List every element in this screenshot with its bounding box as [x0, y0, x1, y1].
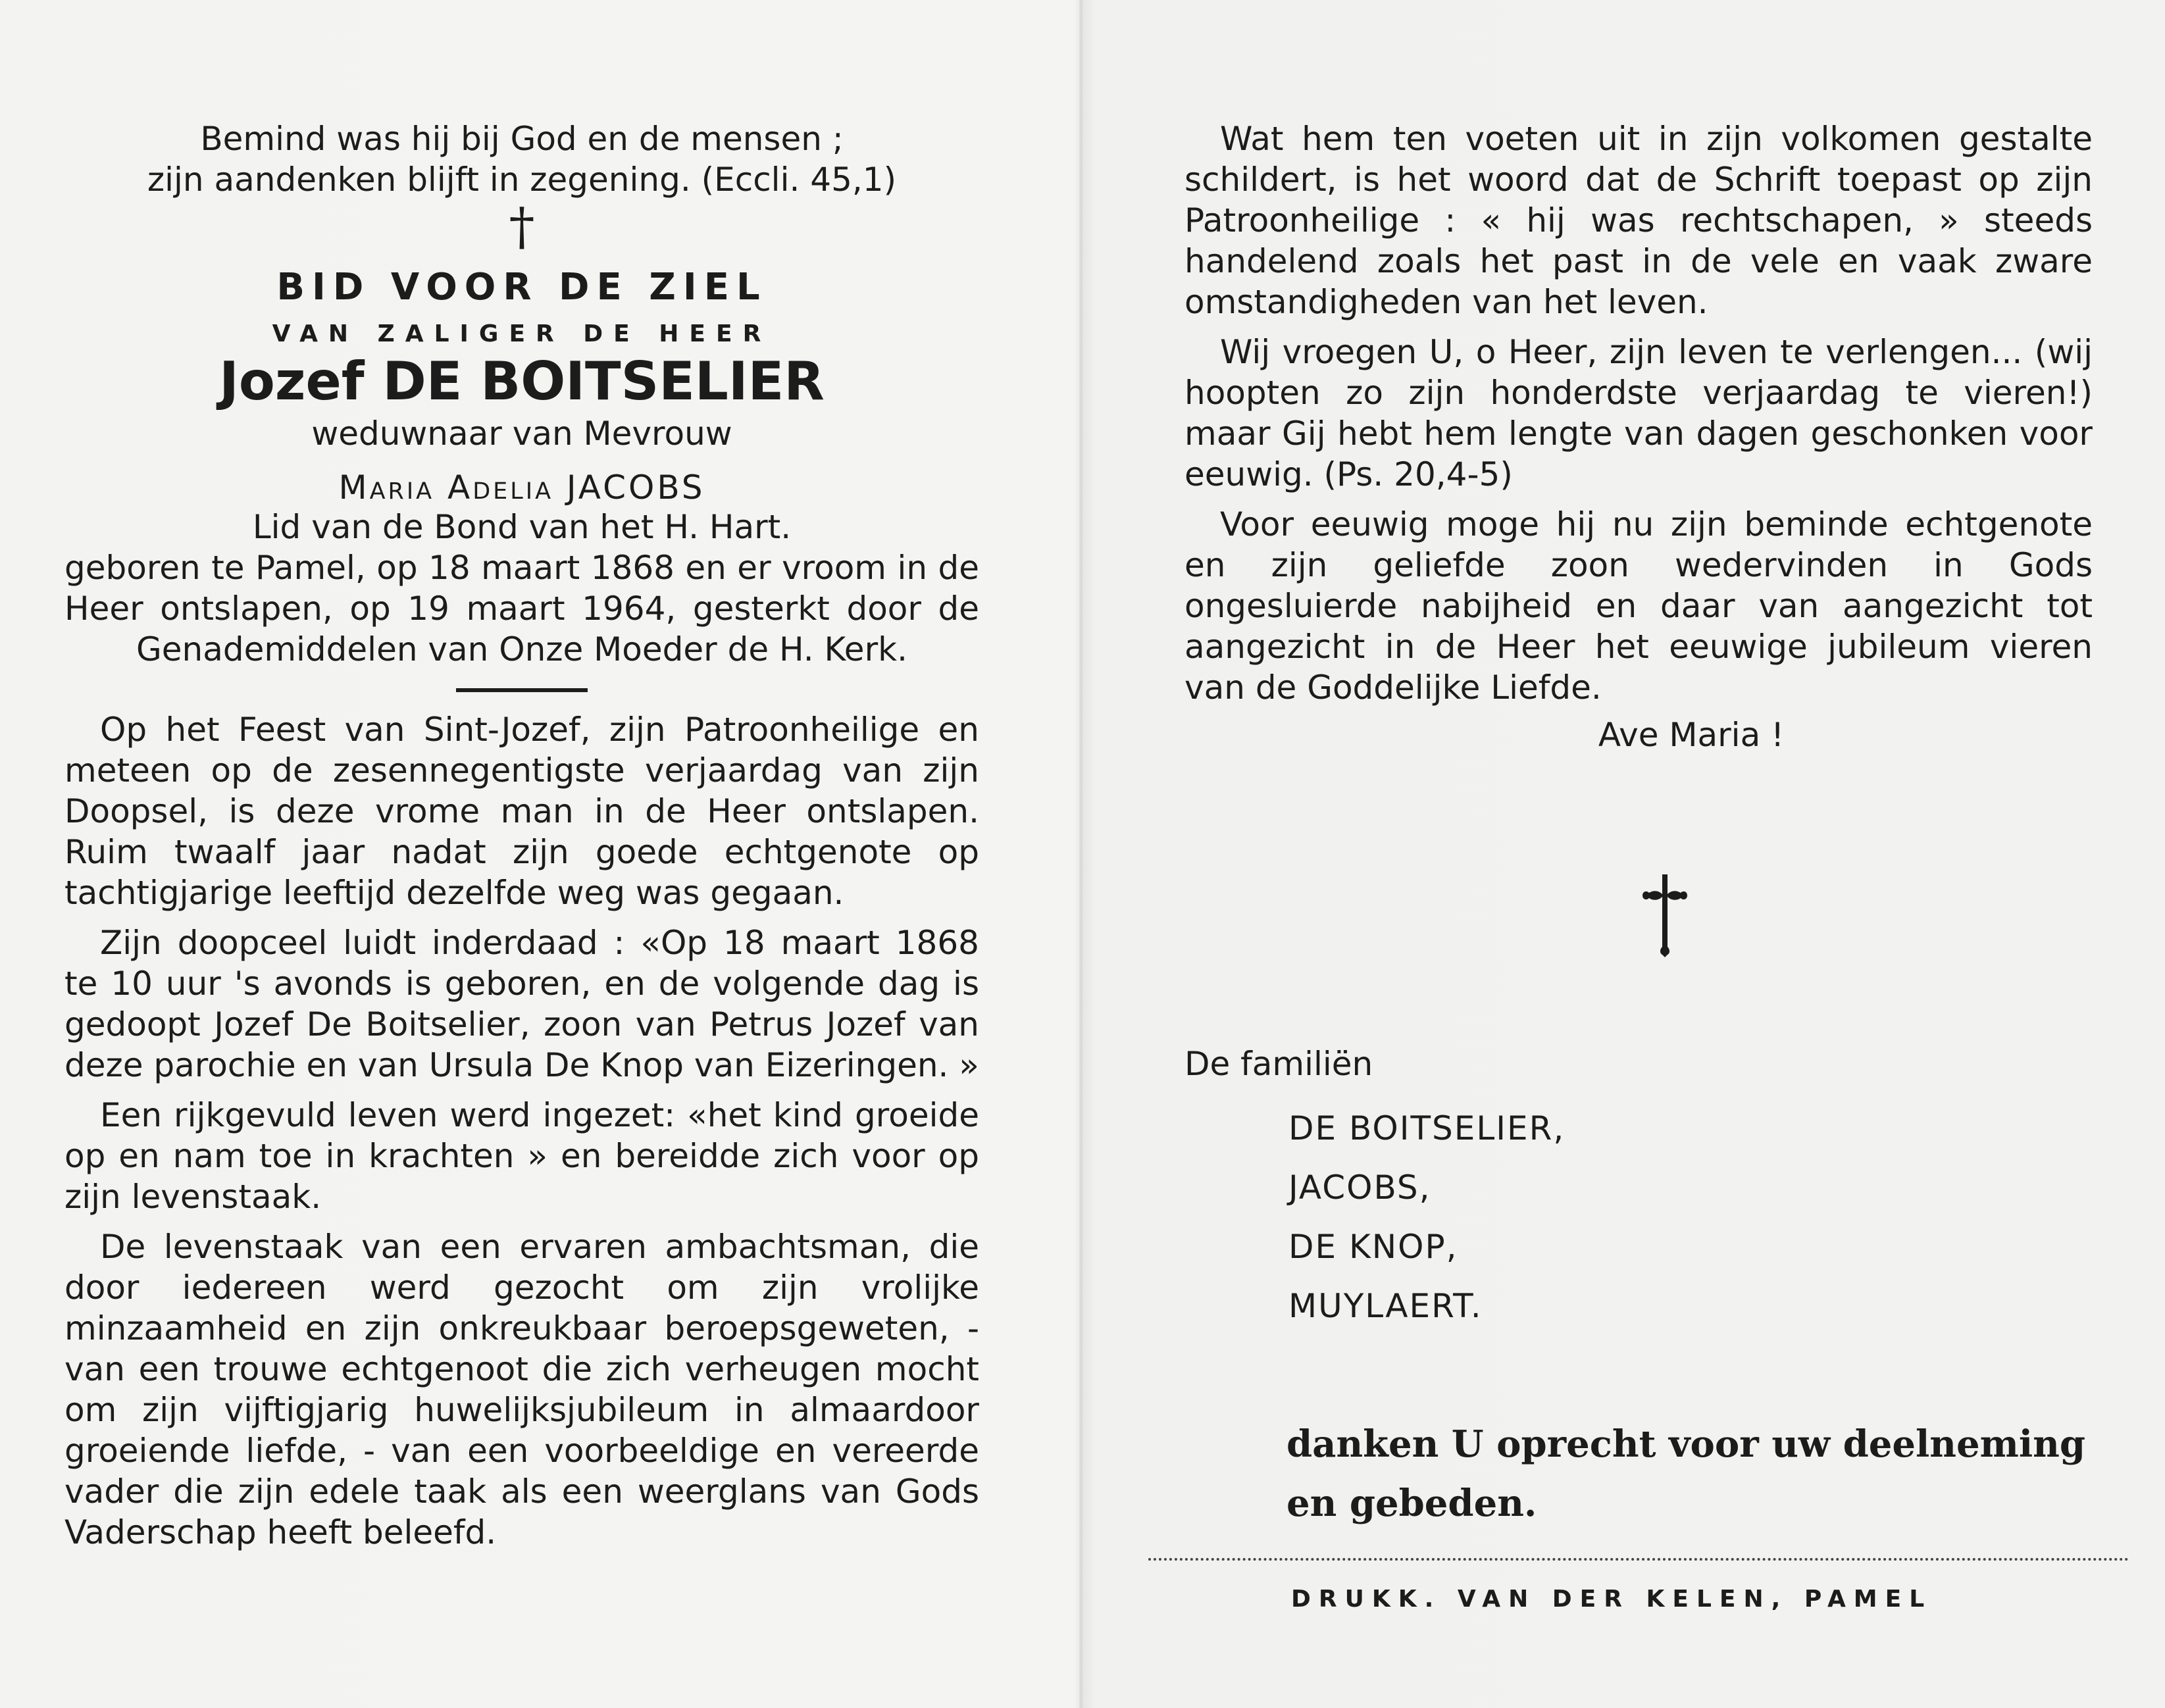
- paragraph-2: Zijn doopceel luidt inderdaad : «Op 18 maart 1868 te 10 uur 's avonds is geboren, en de volgende dag is gedoopt Jozef De Boitselier, zoon van Petrus Jozef van deze parochie en van Ursula De Knop van Eizeringen. »: [64, 924, 979, 1084]
- printer-credit: DRUKK. VAN DER KELEN, PAMEL: [1291, 1586, 1933, 1613]
- right-paragraph-3: Voor eeuwig moge hij nu zijn beminde echtgenote en zijn geliefde zoon wedervinden in Gods ongesluierde nabijheid en daar van aangezicht tot aangezicht in de Heer het eeuwige jubileum vieren van de Goddelijke Liefde.: [1184, 505, 2093, 707]
- bible-quote-line-1: Bemind was hij bij God en de mensen ;: [200, 120, 844, 158]
- widower-line: weduwnaar van Mevrouw: [311, 414, 732, 453]
- paragraph-4: De levenstaak van een ervaren ambachtsman, die door iedereen werd gezocht om zijn vrolijke minzaamheid en zijn onkreukbaar beroepsgeweten, - van een trouwe echtgenoot die zich verheugen mocht om zijn vijftigjarig huwelijksjubileum in almaardoor groeiende liefde, - van een voorbeeldige en vereerde vader die zijn edele taak als een weerglans van Gods Vaderschap heeft beleefd.: [64, 1228, 979, 1551]
- ave-maria: Ave Maria !: [1598, 716, 1785, 754]
- zaliger-heading: VAN ZALIGER DE HEER: [272, 320, 772, 347]
- divider-rule: [456, 688, 588, 692]
- family-name: DE BOITSELIER,: [1288, 1109, 1566, 1147]
- left-page: [64, 118, 979, 1553]
- cross-icon: [1639, 872, 1691, 957]
- right-paragraph-1: Wat hem ten voeten uit in zijn volkomen gestalte schildert, is het woord dat de Schrift toepast op zijn Patroonheilige : « hij was rechtschapen, » steeds handelend zoals het past in de vele en vaak zware omstandigheden van het leven.: [1184, 120, 2093, 321]
- family-name: DE KNOP,: [1288, 1228, 1458, 1266]
- family-name: JACOBS,: [1288, 1168, 1431, 1207]
- member-line: Lid van de Bond van het H. Hart.: [252, 508, 792, 546]
- bid-voor-de-ziel-heading: BID VOOR DE ZIEL: [276, 266, 767, 309]
- families-list: [1288, 1099, 1565, 1336]
- right-page: [1184, 118, 2093, 755]
- thanks-text: danken U oprecht voor uw deelneming en gebeden.: [1286, 1422, 2086, 1525]
- card-fold: [1079, 0, 1083, 1708]
- families-title: De familiën: [1184, 1045, 1373, 1083]
- family-name: MUYLAERT.: [1288, 1287, 1483, 1325]
- paragraph-1: Op het Feest van Sint-Jozef, zijn Patroonheilige en meteen op de zesennegentigste verjaardag van zijn Doopsel, is deze vrome man in de Heer ontslapen. Ruim twaalf jaar nadat zijn goede echtgenote op tachtigjarige leeftijd dezelfde weg was gegaan.: [64, 711, 979, 912]
- spouse-name: Maria Adelia JACOBS: [338, 468, 705, 507]
- right-paragraph-2: Wij vroegen U, o Heer, zijn leven te verlengen... (wij hoopten zo zijn honderdste verjaardag te vieren!) maar Gij hebt hem lengte van dagen geschonken voor eeuwig. (Ps. 20,4-5): [1184, 333, 2093, 493]
- paragraph-3: Een rijkgevuld leven werd ingezet: «het kind groeide op en nam toe in krachten » en bereidde zich voor op zijn levenstaak.: [64, 1096, 979, 1216]
- birth-death-text: geboren te Pamel, op 18 maart 1868 en er vroom in de Heer ontslapen, op 19 maart 1964, gesterkt door de Genademiddelen van Onze Moeder de H. Kerk.: [64, 549, 979, 668]
- bible-quote-line-2: zijn aandenken blijft in zegening. (Eccli. 45,1): [147, 161, 897, 199]
- dotted-rule: [1148, 1558, 2129, 1561]
- small-cross-icon: †: [509, 197, 535, 257]
- deceased-name: Jozef DE BOITSELIER: [219, 351, 825, 412]
